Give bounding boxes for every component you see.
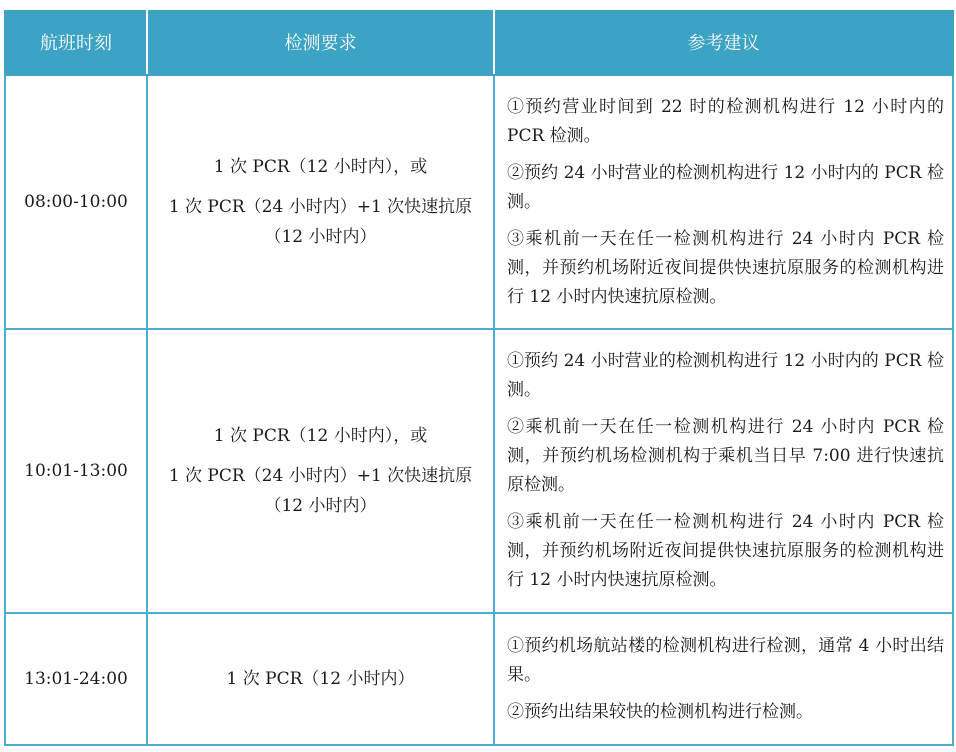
header-suggestion: 参考建议 [494, 10, 953, 75]
test-requirement-cell [147, 75, 494, 329]
requirement-line: 1 次 PCR（12 小时内） [226, 669, 415, 689]
suggestion-item: ①预约营业时间到 22 时的检测机构进行 12 小时内的 PCR 检测。 [507, 96, 944, 146]
suggestion-cell [494, 329, 953, 613]
suggestion-item: ③乘机前一天在任一检测机构进行 24 小时内 PCR 检测，并预约机场附近夜间提供快速抗原服务的检测机构进行 12 小时内快速抗原检测。 [507, 228, 944, 307]
test-requirement-cell [147, 613, 494, 745]
requirement-line: 1 次 PCR（12 小时内），或 [213, 157, 428, 177]
suggestion-cell [494, 75, 953, 329]
table-row [5, 75, 953, 329]
header-test-requirement: 检测要求 [147, 10, 494, 75]
suggestion-item: ①预约机场航站楼的检测机构进行检测，通常 4 小时出结果。 [507, 635, 944, 685]
table-header [5, 10, 953, 75]
suggestion-item: ②预约出结果较快的检测机构进行检测。 [507, 701, 813, 722]
suggestion-item: ①预约 24 小时营业的检测机构进行 12 小时内的 PCR 检测。 [507, 351, 944, 400]
flight-testing-table [4, 10, 954, 746]
suggestion-item: ②预约 24 小时营业的检测机构进行 12 小时内的 PCR 检测。 [507, 162, 944, 212]
requirement-line: 1 次 PCR（24 小时内）+1 次快速抗原（12 小时内） [168, 466, 473, 516]
test-requirement-cell [147, 329, 494, 613]
requirement-line: 1 次 PCR（24 小时内）+1 次快速抗原（12 小时内） [168, 197, 473, 247]
flight-time-cell: 10:01-13:00 [5, 329, 147, 613]
suggestion-item: ②乘机前一天在任一检测机构进行 24 小时内 PCR 检测，并预约机场检测机构于乘机当日早 7:00 进行快速抗原检测。 [507, 417, 944, 495]
header-flight-time: 航班时刻 [5, 10, 147, 75]
table-row [5, 329, 953, 613]
flight-time-cell: 13:01-24:00 [5, 613, 147, 745]
table-row [5, 613, 953, 745]
flight-time-cell: 08:00-10:00 [5, 75, 147, 329]
header-row [5, 10, 953, 75]
suggestion-cell [494, 613, 953, 745]
table-body [5, 75, 953, 745]
suggestion-item: ③乘机前一天在任一检测机构进行 24 小时内 PCR 检测，并预约机场附近夜间提供快速抗原服务的检测机构进行 12 小时内快速抗原检测。 [507, 512, 944, 590]
requirement-line: 1 次 PCR（12 小时内），或 [213, 426, 428, 446]
